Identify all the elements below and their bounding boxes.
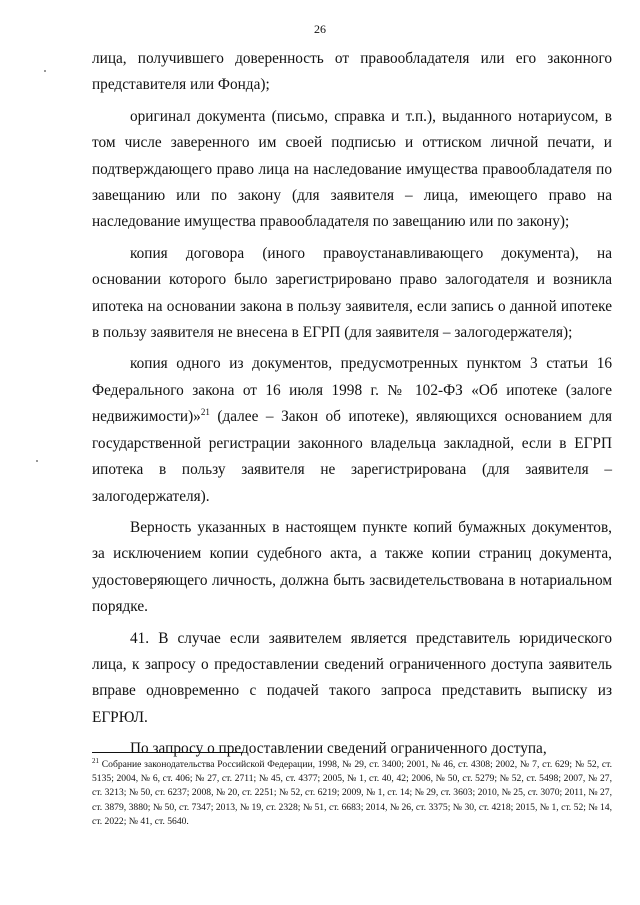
paragraph-text: копия одного из документов, предусмотренных пунктом 3 статьи 16 Федерального закона от 16 июля 1998 г. № 102-ФЗ «Об ипотеке (залоге недвижимости)» — [92, 355, 612, 426]
paragraph: оригинал документа (письмо, справка и т.п.), выданного нотариусом, в том числе заверенного им своей подписью и оттиском личной печати, и подтверждающего право лица на наследование имущества правообладателя по завещанию или по закону (для заявителя – лица, имеющего право на наследование имущества правообладателя по завещанию или по закону); — [92, 107, 612, 231]
paragraph: По запросу о предоставлении сведений ограниченного доступа, — [130, 740, 547, 758]
page-number: 26 — [314, 22, 326, 36]
paragraph: лица, получившего доверенность от правообладателя или его законного представителя или Фонда); — [92, 50, 612, 94]
margin-mark — [36, 460, 38, 462]
footnote-divider — [92, 752, 242, 753]
footnote — [92, 758, 612, 829]
footnote-text: Собрание законодательства Российской Федерации, 1998, № 29, ст. 3400; 2001, № 46, ст. 4308; 2002, № 7, ст. 629; № 52, ст. 5135; 2004, № 6, ст. 406; № 27, ст. 2711; № 45, ст. 4377; 2005, № 1, ст. 40, 42; 2006, № 50, ст. 5279; № 52, ст. 5498; 2007, № 27, ст. 3213; № 50, ст. 6237; 2008, № 20, ст. 2251; № 52, ст. 6219; 2009, № 1, ст. 14; № 29, ст. 3603; 2010, № 25, ст. 3070; 2011, № 27, ст. 3879, 3880; № 50, ст. 7347; 2013, № 19, ст. 2328; № 51, ст. 6683; 2014, № 26, ст. 3375; № 30, ст. 4218; 2015, № 1, ст. 52; № 14, ст. 2022; № 41, ст. 5640. — [92, 759, 612, 827]
paragraph-text: (далее – Закон об ипотеке), являющихся основанием для государственной регистрации законного владельца закладной, если в ЕГРП ипотека в пользу заявителя не зарегистрирована (для заявителя – залогодержателя). — [92, 408, 612, 505]
paragraph: копия договора (иного правоустанавливающего документа), на основании которого было зарегистрировано право залогодателя и возникла ипотека на основании закона в пользу заявителя, если запись о данной ипотеке в пользу заявителя не внесена в ЕГРП (для заявителя – залогодержателя); — [92, 244, 612, 342]
footnote-marker: 21 — [92, 756, 99, 765]
margin-mark — [44, 70, 46, 72]
footnote-reference: 21 — [200, 407, 210, 418]
paragraph: Верность указанных в настоящем пункте копий бумажных документов, за исключением копии судебного акта, а также копии страниц документа, удостоверяющего личность, должна быть засвидетельствована в нотариальном порядке. — [92, 518, 612, 616]
document-body — [92, 46, 612, 768]
paragraph — [92, 351, 612, 509]
paragraph: 41. В случае если заявителем является представитель юридического лица, к запросу о предоставлении сведений ограниченного доступа заявитель вправе одновременно с подачей такого запроса представить выписку из ЕГРЮЛ. — [92, 629, 612, 726]
